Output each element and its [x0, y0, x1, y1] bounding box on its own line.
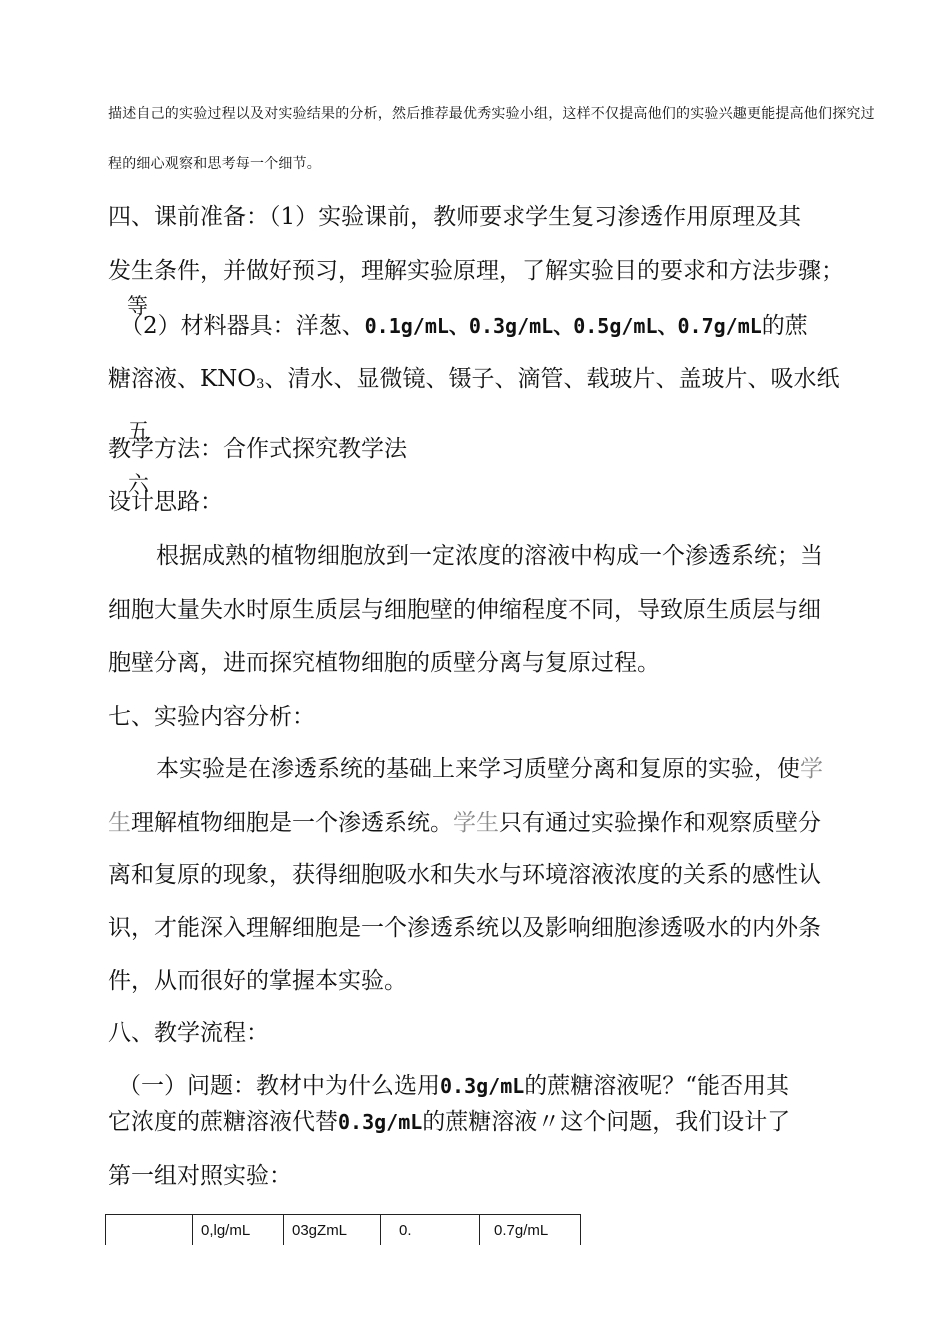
section7-l2-text-a: 理解植物细胞是一个渗透系统。: [131, 810, 453, 836]
materials-label: （2）材料器具：洋葱、: [120, 313, 365, 339]
section4-line-4: [108, 360, 839, 393]
section8-title: 八、教学流程：: [108, 1020, 269, 1046]
section6-title: 设计思路：: [108, 489, 223, 515]
section5-text: 教学方法：合作式探究教学法: [108, 436, 407, 462]
materials-suffix: 的蔗: [761, 313, 808, 339]
section7-line-4: 识，才能深入理解细胞是一个渗透系统以及影响细胞渗透吸水的内外条: [108, 915, 821, 941]
section7-line-2: [108, 804, 821, 837]
question-concentration: 0.3g/mL: [440, 1074, 525, 1098]
section8-line-2: [108, 1103, 790, 1136]
materials-subscript: 3: [256, 377, 265, 392]
section7-line-3: 离和复原的现象，获得细胞吸水和失水与环境溶液浓度的关系的感性认: [108, 862, 821, 888]
section5-number: 五: [128, 419, 149, 443]
table-cell: 0.7g/mL: [480, 1215, 581, 1246]
question-concentration-2: 0.3g/mL: [338, 1110, 423, 1134]
question-a: （一）问题：教材中为什么选用: [118, 1073, 440, 1099]
section4-line-2: 发生条件，并做好预习，理解实验原理，了解实验目的要求和方法步骤；: [108, 258, 844, 284]
section7-l1-text: 本实验是在渗透系统的基础上来学习质壁分离和复原的实验，使: [156, 756, 800, 782]
question-d: 的蔗糖溶液〃这个问题，我们设计了: [422, 1109, 791, 1135]
experiment-table: [105, 1214, 581, 1245]
section7-l2-text-b: 只有通过实验操作和观察质壁分: [499, 810, 821, 836]
section7-title: 七、实验内容分析：: [108, 704, 315, 730]
table-cell: 0,lg/mL: [193, 1215, 284, 1246]
question-b: 的蔗糖溶液呢？“能否用其: [524, 1073, 790, 1099]
intro-line-1: 描述自己的实验过程以及对实验结果的分析，然后推荐最优秀实验小组，这样不仅提高他们的实验兴趣更能提高他们探究过: [108, 106, 875, 122]
section8-line-3: 第一组对照实验：: [108, 1163, 292, 1189]
section6-number: 六: [128, 472, 149, 496]
table-cell: 0.: [381, 1215, 480, 1246]
materials-b: 、清水、显微镜、镊子、滴管、载玻片、盖玻片、吸水纸: [264, 366, 840, 392]
section4-overlap-char: 等: [127, 294, 148, 318]
section7-l2-gray-a: 生: [108, 810, 131, 836]
section6-para-3: 胞壁分离，进而探究植物细胞的质壁分离与复原过程。: [108, 650, 660, 676]
section6-para-2: 细胞大量失水时原生质层与细胞壁的伸缩程度不同，导致原生质层与细: [108, 597, 821, 623]
section4-line-3: [120, 307, 808, 340]
table-cell: 03gZmL: [284, 1215, 381, 1246]
section6-para-1: 根据成熟的植物细胞放到一定浓度的溶液中构成一个渗透系统；当: [156, 543, 823, 569]
materials-a: 糖溶液、KNO: [108, 366, 257, 392]
section7-l1-gray: 学: [800, 756, 823, 782]
question-c: 它浓度的蔗糖溶液代替: [108, 1109, 338, 1135]
concentrations: 0.1g/mL、0.3g/mL、0.5g/mL、0.7g/mL: [364, 314, 762, 338]
section7-line-5: 件，从而很好的掌握本实验。: [108, 968, 407, 994]
section7-l2-gray-b: 学生: [453, 810, 499, 836]
section7-line-1: [156, 750, 823, 783]
intro-line-2: 程的细心观察和思考每一个细节。: [108, 156, 321, 172]
table-row: [106, 1215, 581, 1246]
section4-line-1: 四、课前准备：（1）实验课前，教师要求学生复习渗透作用原理及其: [108, 204, 802, 230]
section8-line-1: [118, 1067, 789, 1100]
table-cell: [106, 1215, 193, 1246]
